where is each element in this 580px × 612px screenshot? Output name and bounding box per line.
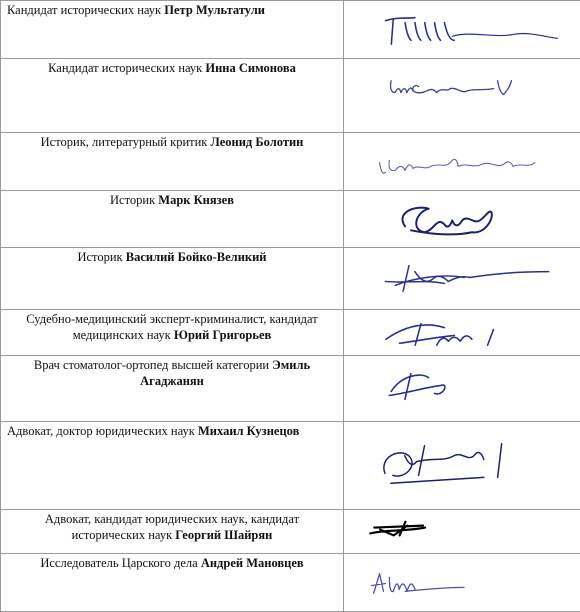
- signer-name: Леонид Болотин: [211, 135, 304, 149]
- signature-cell: [344, 554, 580, 612]
- signer-title: Кандидат исторических наук: [48, 61, 205, 75]
- signature-cell: [344, 133, 580, 191]
- table-row: [1, 191, 580, 248]
- signer-cell: [1, 191, 344, 248]
- signer-title: Историк, литературный критик: [41, 135, 211, 149]
- signer-title: Судебно-медицинский эксперт-криминалист, кандидат медицинских наук: [26, 312, 317, 342]
- signer-name: Эмиль Агаджанян: [140, 358, 310, 388]
- signer-cell: [1, 554, 344, 612]
- signer-cell: [1, 248, 344, 310]
- signature-cell: [344, 1, 580, 59]
- table-row: [1, 310, 580, 356]
- signer-cell: [1, 510, 344, 554]
- signature-image: [344, 248, 580, 309]
- signer-title: Исследователь Царского дела: [40, 556, 200, 570]
- signer-cell: [1, 422, 344, 510]
- table-row: [1, 133, 580, 191]
- table-row: [1, 59, 580, 133]
- signer-cell: [1, 59, 344, 133]
- signer-title: Историк: [110, 193, 158, 207]
- signature-image: [344, 310, 580, 355]
- signature-image: [344, 59, 580, 132]
- table-row: [1, 510, 580, 554]
- signer-name: Георгий Шайрян: [175, 528, 272, 542]
- signer-title: Адвокат, доктор юридических наук: [7, 424, 198, 438]
- signature-image: [344, 1, 580, 58]
- signer-cell: [1, 133, 344, 191]
- signer-cell: [1, 356, 344, 422]
- signer-title: Кандидат исторических наук: [7, 3, 164, 17]
- signer-cell: [1, 1, 344, 59]
- signer-cell: [1, 310, 344, 356]
- signature-image: [344, 191, 580, 247]
- table-row: [1, 1, 580, 59]
- signer-name: Петр Мультатули: [164, 3, 265, 17]
- signature-image: [344, 133, 580, 190]
- table-row: [1, 248, 580, 310]
- signature-image: [344, 356, 580, 421]
- signature-image: [344, 554, 580, 611]
- signature-image: [344, 422, 580, 509]
- signer-name: Василий Бойко-Великий: [126, 250, 267, 264]
- signer-name: Юрий Григорьев: [174, 328, 271, 342]
- signature-cell: [344, 191, 580, 248]
- signature-cell: [344, 310, 580, 356]
- table-row: [1, 422, 580, 510]
- signature-image: [344, 510, 580, 553]
- table-row: [1, 356, 580, 422]
- signer-name: Инна Симонова: [205, 61, 295, 75]
- signature-cell: [344, 356, 580, 422]
- signer-name: Андрей Мановцев: [201, 556, 304, 570]
- signature-cell: [344, 59, 580, 133]
- signer-title: Историк: [77, 250, 125, 264]
- signature-cell: [344, 422, 580, 510]
- signature-cell: [344, 510, 580, 554]
- signer-title: Адвокат, кандидат юридических наук, кандидат исторических наук: [45, 512, 299, 542]
- signature-cell: [344, 248, 580, 310]
- signer-name: Михаил Кузнецов: [198, 424, 299, 438]
- table-row: [1, 554, 580, 612]
- signer-title: Врач стоматолог-ортопед высшей категории: [34, 358, 272, 372]
- signer-name: Марк Князев: [158, 193, 234, 207]
